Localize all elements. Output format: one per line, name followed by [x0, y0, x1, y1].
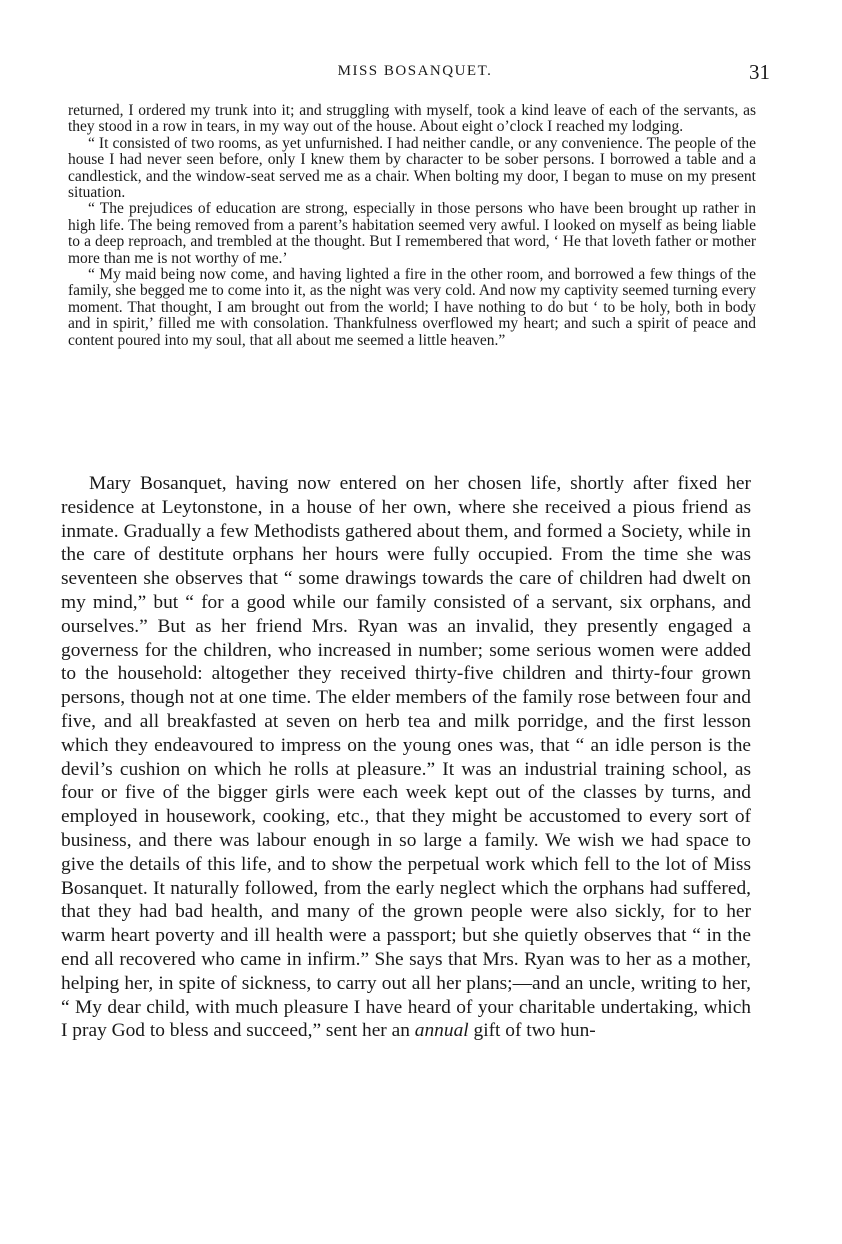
- body-paragraph: [61, 472, 751, 1043]
- page-number: 31: [749, 60, 770, 84]
- body-text-end: gift of two hun-: [468, 1020, 596, 1042]
- main-text: [61, 472, 751, 1043]
- quote-paragraph: returned, I ordered my trunk into it; and struggling with myself, took a kind leave of each of the servants, as they stood in a row in tears, in my way out of the house. About eight o’clock I reached my lodging.: [68, 102, 756, 136]
- quote-paragraph: “ The prejudices of education are strong, especially in those persons who have been brought up rather in high life. The being removed from a parent’s habitation seemed very awful. I looked on myself as being liable to a deep reproach, and trembled at the thought. But I remembered that word, ‘ He that loveth father or mother more than me is not worthy of me.’: [68, 200, 756, 267]
- page-header: [60, 60, 770, 84]
- quote-paragraph: “ My maid being now come, and having lighted a fire in the other room, and borrowed a few things of the family, she begged me to come into it, as the night was very cold. And now my captivity seemed turning every moment. That thought, I am brought out from the world; I have nothing to do but ‘ to be holy, both in body and in spirit,’ filled me with consolation. Thankfulness overflowed my heart; and such a spirit of peace and content poured into my soul, that all about me seemed a little heaven.”: [68, 266, 756, 349]
- italic-word: annual: [414, 1020, 469, 1042]
- quote-paragraph: “ It consisted of two rooms, as yet unfurnished. I had neither candle, or any convenience. The people of the house I had never seen before, only I knew them by character to be sober persons. I borrowed a table and a candlestick, and the window-seat served me as a chair. When bolting my door, I began to muse on my present situation.: [68, 134, 756, 202]
- body-text: Mary Bosanquet, having now entered on her chosen life, shortly after fixed her residence at Leytonstone, in a house of her own, where she received a pious friend as inmate. Gradually a few Methodists gathered about them, and formed a Society, while in the care of destitute orphans her hours were fully occupied. From the time she was seventeen she observes that “ some drawings towards the care of children had dwelt on my mind,” but “ for a good while our family consisted of a servant, six orphans, and ourselves.” But as her friend Mrs. Ryan was an invalid, they presently engaged a governess for the children, who increased in number; some serious women were added to the household: altogether they received thirty-five children and thirty-four grown persons, though not at one time. The elder members of the family rose between four and five, and all breakfasted at seven on herb tea and milk porridge, and the first lesson which they endeavoured to impress on the young ones was, that “ an idle person is the devil’s cushion on which he rolls at pleasure.” It was an industrial training school, as four or five of the bigger girls were each week kept out of the classes by turns, and employed in housework, cooking, etc., that they might be accustomed to every sort of business, and there was labour enough in so large a family. We wish we had space to give the details of this life, and to show the perpetual work which fell to the lot of Miss Bosanquet. It naturally followed, from the early neglect which the orphans had suffered, that they had bad health, and many of the grown people were also sickly, for to her warm heart poverty and ill health were a passport; but she quietly observes that “ in the end all recovered who came in infirm.” She says that Mrs. Ryan was to her as a mother, helping her, in spite of sickness, to carry out all her plans;—and an uncle, writing to her, “ My dear child, with much pleasure I have heard of your charitable undertaking, which I pray God to bless and succeed,” sent her an: [61, 473, 751, 1042]
- quoted-passage: [68, 103, 756, 349]
- running-head: MISS BOSANQUET.: [337, 63, 493, 79]
